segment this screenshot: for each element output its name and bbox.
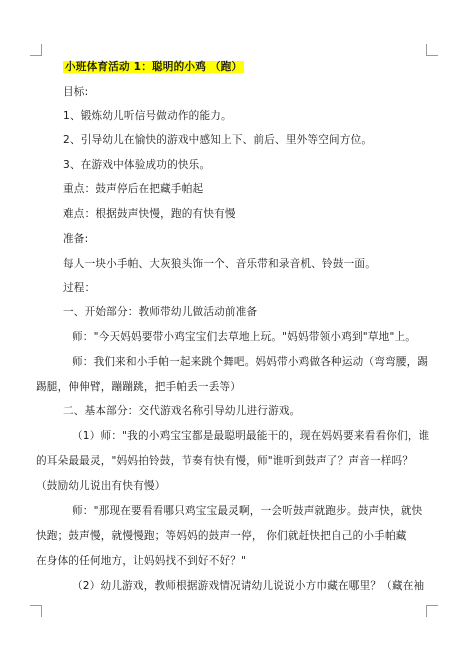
title-line (63, 60, 244, 74)
text-line: 每人一块小手帕、大灰狼头饰一个、音乐带和录音机、铃鼓一面。 (63, 258, 377, 270)
text-line: 难点：根据鼓声快慢，跑的有快有慢 (63, 208, 236, 220)
text-line: 2、引导幼儿在愉快的游戏中感知上下、前后、里外等空间方位。 (63, 134, 373, 146)
text-line: 重点：鼓声停后在把藏手帕起 (63, 183, 204, 195)
text-line: 踢腿，伸伸臂，蹦蹦跳，把手帕丢一丢等） (36, 381, 242, 393)
text-line: 目标: (63, 86, 89, 98)
text-line: 师："今天妈妈要带小鸡宝宝们去草地上玩。"妈妈带领小鸡到"草地"上。 (72, 331, 417, 343)
text-line: （1）师："我的小鸡宝宝都是最聪明最能干的，现在妈妈要来看看你们，谁 (72, 430, 430, 442)
text-line: （2）幼儿游戏，教师根据游戏情况请幼儿说说小方巾藏在哪里？（藏在袖 (72, 580, 425, 592)
text-line: 在身体的任何地方，让妈妈找不到好不好？" (36, 555, 247, 567)
crop-mark-bottom-left (30, 605, 42, 617)
document-title: 小班体育活动 1：聪明的小鸡 （跑） (65, 61, 243, 73)
text-line: 准备: (63, 233, 89, 245)
text-line: 二、基本部分：交代游戏名称引导幼儿进行游戏。 (63, 405, 301, 417)
crop-mark-bottom-right (426, 605, 438, 617)
text-line: 过程： (63, 282, 96, 294)
crop-mark-top-left (30, 44, 42, 56)
text-line: 的耳朵最最灵，"妈妈拍铃鼓，节奏有快有慢，师"谁听到鼓声了？声音一样吗？ (36, 455, 414, 467)
text-line: 师："那现在要看看哪只鸡宝宝最灵啊，一会听鼓声就跑步。鼓声快，就快 (72, 505, 423, 517)
text-line: 快跑；鼓声慢，就慢慢跑；等妈妈的鼓声一停， 你们就赶快把自己的小手帕藏 (36, 530, 407, 542)
text-line: 3、在游戏中体验成功的快乐。 (63, 159, 211, 171)
text-line: 师：我们来和小手帕一起来跳个舞吧。妈妈带小鸡做各种运动（弯弯腰，踢 (72, 356, 429, 368)
text-line: 1、锻炼幼儿听信号做动作的能力。 (63, 110, 232, 122)
text-line: 一、开始部分：教师带幼儿做活动前准备 (63, 306, 258, 318)
text-line: （鼓励幼儿说出有快有慢） (36, 480, 166, 492)
crop-mark-top-right (426, 44, 438, 56)
